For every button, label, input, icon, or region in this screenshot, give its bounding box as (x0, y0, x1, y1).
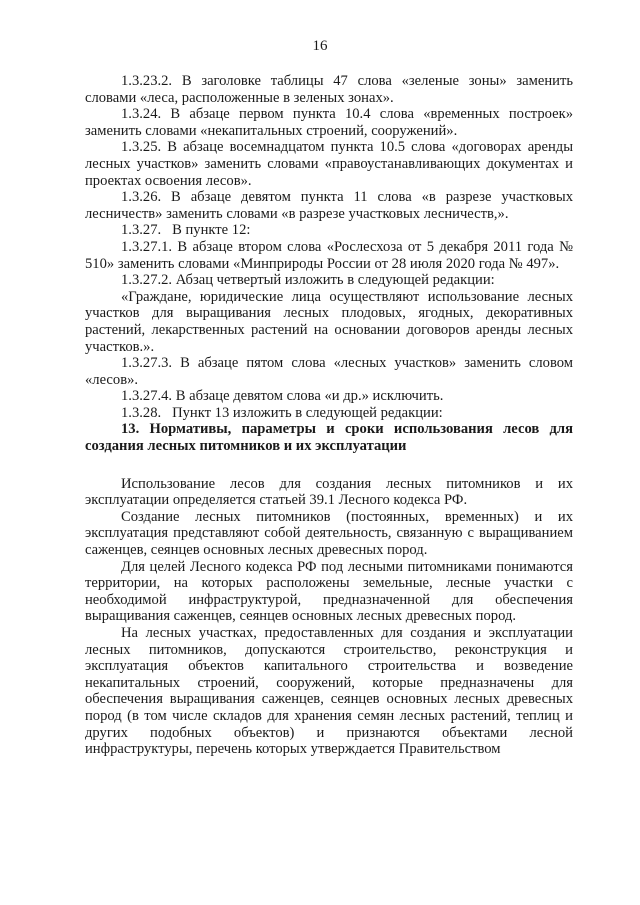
amendment-paragraph: 1.3.28. Пункт 13 изложить в следующей редакции: (121, 404, 443, 421)
section-gap (85, 455, 573, 476)
amendment-paragraph: 1.3.27. В пункте 12: (121, 222, 251, 239)
page-number: 16 (312, 38, 328, 54)
amendment-paragraph: 1.3.23.2. В заголовке таблицы 47 слова «зеленые зоны» заменить словами «леса, расположенные в зеленых зонах». (85, 73, 573, 106)
amendment-paragraph: 1.3.27.2. Абзац четвертый изложить в следующей редакции: (121, 272, 495, 289)
section-paragraph: Создание лесных питомников (постоянных, временных) и их эксплуатация представляют собой деятельность, связанную с выращиванием саженцев, сеянцев основных лесных древесных пород. (85, 508, 573, 559)
amendment-paragraph: 1.3.27.1. В абзаце втором слова «Рослесхоза от 5 декабря 2011 года № 510» заменить словами «Минприроды России от 28 июля 2020 года № 497». (85, 238, 573, 272)
amendment-quote: «Граждане, юридические лица осуществляют использование лесных участков для выращивания лесных плодовых, ягодных, декоративных растений, лекарственных растений на основании договоров аренды лесных участков.». (85, 288, 573, 355)
document-body (85, 73, 573, 758)
amendment-paragraph: 1.3.25. В абзаце восемнадцатом пункта 10.5 слова «договорах аренды лесных участков» заменить словами «правоустанавливающих документах и проектах освоения лесов». (85, 139, 573, 189)
amendment-paragraph: 1.3.27.3. В абзаце пятом слова «лесных участков» заменить словом «лесов». (85, 355, 573, 388)
amendment-paragraph: 1.3.24. В абзаце первом пункта 10.4 слова «временных построек» заменить словами «некапитальных строений, сооружений». (85, 106, 573, 139)
section-paragraph: Использование лесов для создания лесных питомников и их эксплуатации определяется статьей 39.1 Лесного кодекса РФ. (85, 475, 573, 509)
amendment-paragraph: 1.3.27.4. В абзаце девятом слова «и др.» исключить. (121, 388, 444, 405)
section-paragraph: Для целей Лесного кодекса РФ под лесными питомниками понимаются территории, на которых расположены земельные, лесные участки с необходимой инфраструктурой, предназначенной для обеспечения выращивания саженцев, сеянцев основных лесных древесных пород. (85, 558, 573, 625)
section-title: 13. Нормативы, параметры и сроки использования лесов для создания лесных питомников и их эксплуатации (85, 421, 573, 455)
section-paragraph: На лесных участках, предоставленных для создания и эксплуатации лесных питомников, допускаются строительство, реконструкция и эксплуатация объектов капитального строительства и возведение некапитальных строений, сооружений, которые предназначены для обеспечения выращивания саженцев, сеянцев основных лесных древесных пород (в том числе складов для хранения семян лесных растений, теплиц и других подобных объектов) и признаются объектами лесной инфраструктуры, перечень которых утверждается Правительством (85, 625, 573, 758)
amendment-paragraph: 1.3.26. В абзаце девятом пункта 11 слова «в разрезе участковых лесничеств» заменить словами «в разрезе участковых лесничеств,». (85, 189, 573, 222)
